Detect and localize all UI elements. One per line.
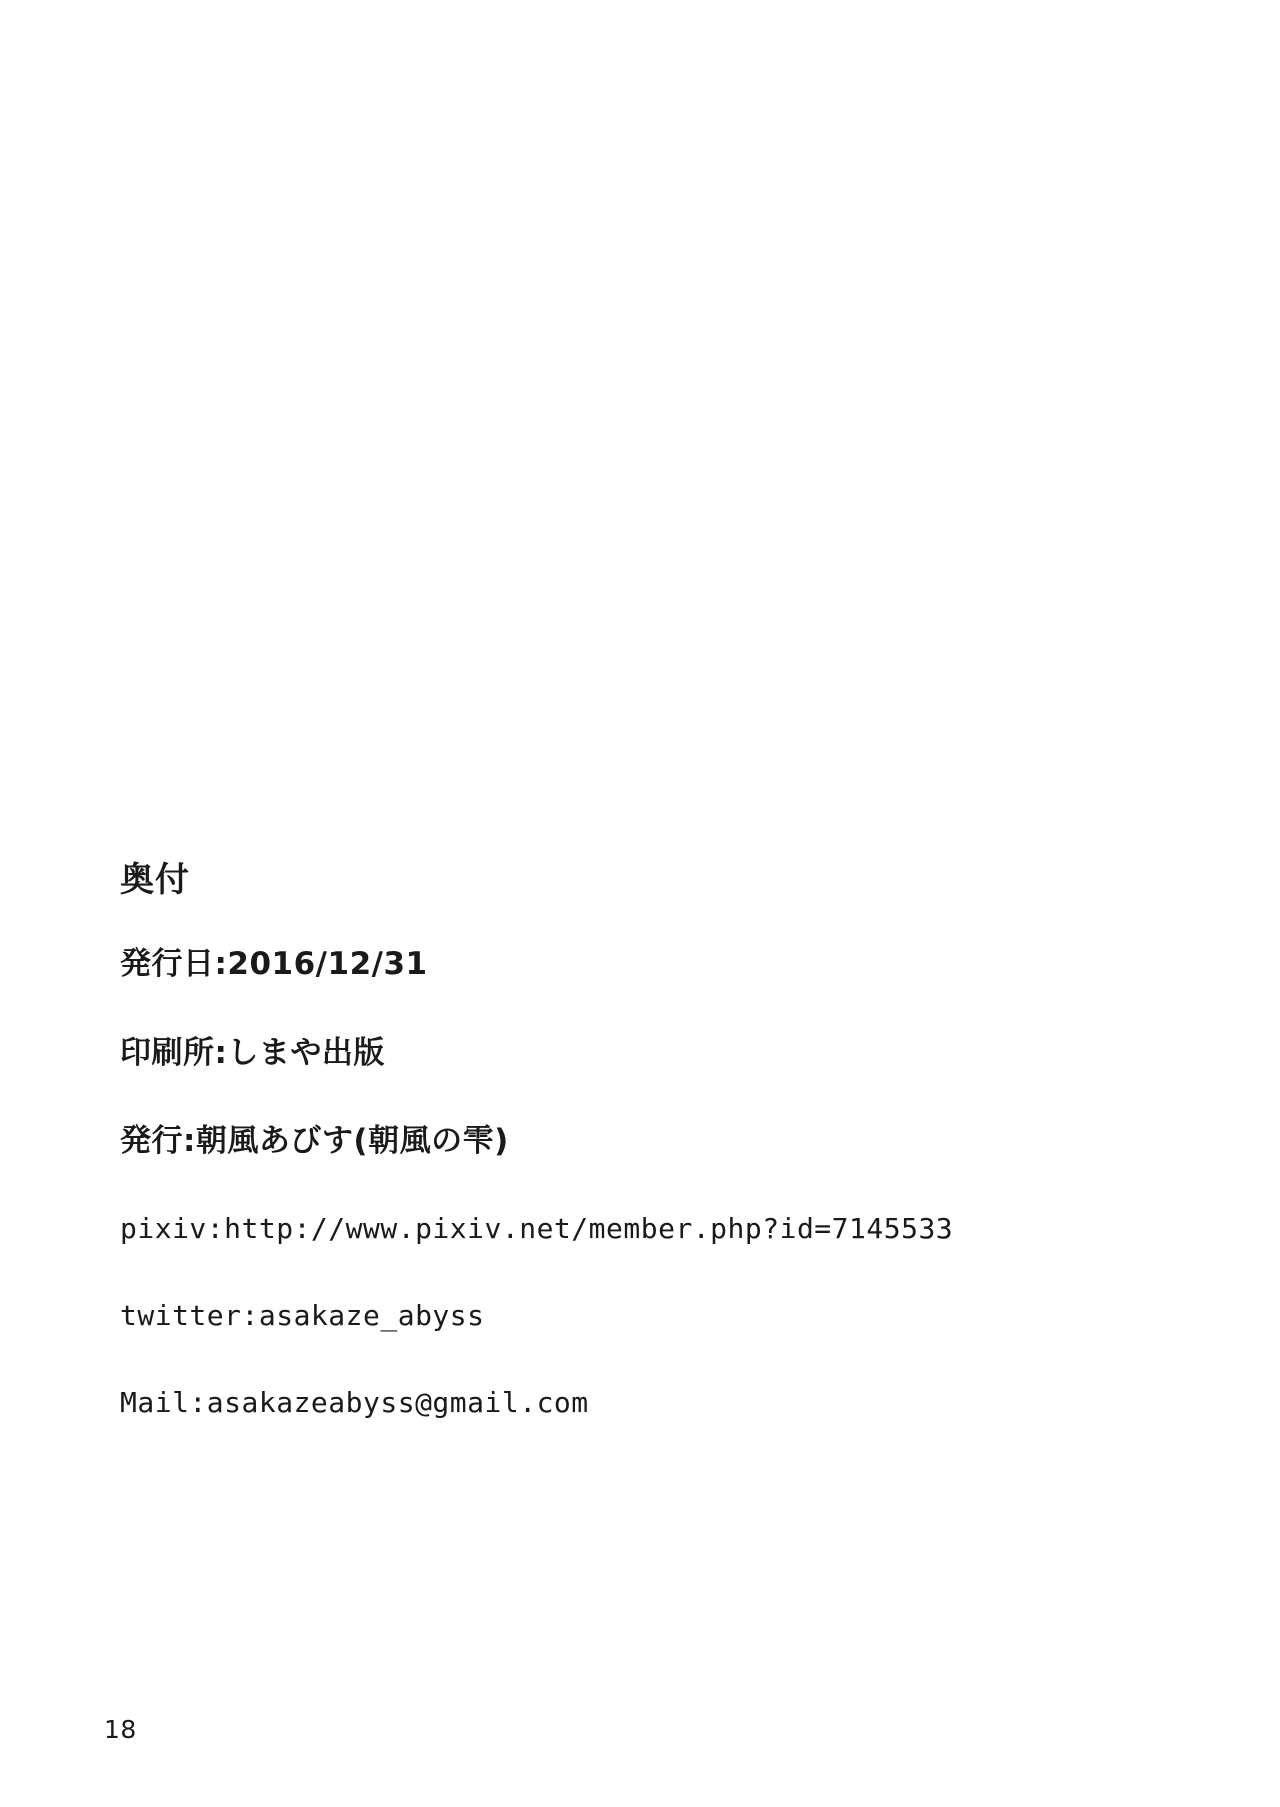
colophon-block: [120, 860, 1120, 1420]
colophon-heading: 奥付: [120, 860, 190, 900]
pixiv-line: pixiv:http://www.pixiv.net/member.php?id=7145533: [120, 1212, 954, 1246]
page-number: 18: [104, 1715, 137, 1744]
twitter-line: twitter:asakaze_abyss: [120, 1299, 485, 1333]
publisher-line: 発行:朝風あびす(朝風の雫): [120, 1123, 509, 1160]
publication-date-line: 発行日:2016/12/31: [120, 945, 428, 982]
mail-line: Mail:asakazeabyss@gmail.com: [120, 1386, 589, 1420]
printer-line: 印刷所:しまや出版: [120, 1034, 385, 1071]
